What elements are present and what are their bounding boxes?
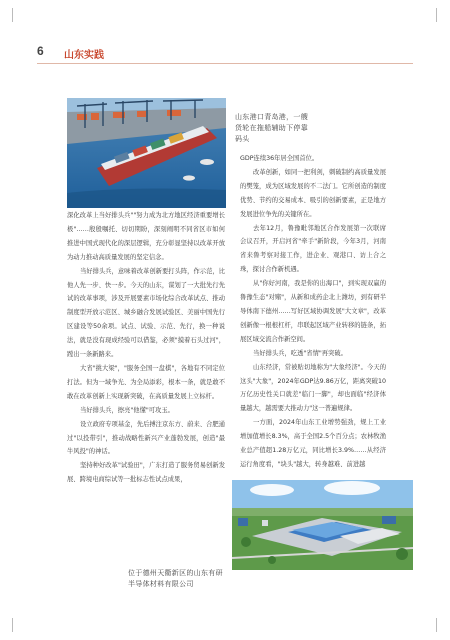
paragraph: 大省"挑大梁"，"服务全国一盘棋"，各地有不同定位打法。但为一域争光、为全局添彩，根本一条，就是敢不敢在改革创新上实现新突破，在高质量发展上立标杆。 [67, 364, 225, 400]
paragraph: 当好排头兵，吃透"省情"再突破。 [253, 349, 347, 357]
crop-mark [12, 618, 13, 632]
crop-mark [12, 8, 13, 22]
left-column [67, 209, 225, 487]
paragraph: GDP连续36年居全国首位。 [240, 155, 319, 162]
paragraph: 从"你好河南，我是你的出海口"，到实现双赢的鲁豫生态"对赌"，从新和成药企北上潍坊，到有研半导体南下德州……写好区域协调发展"大文章"，改革创新像一根根杠杆，串联起区域产业转移的链条，拓展区域交流合作新空间。 [240, 280, 386, 343]
section-title: 山东实践 [64, 50, 104, 61]
crop-mark [436, 618, 437, 632]
paragraph: 深化改革上当好排头兵""努力成为北方地区经济重要增长极"……殷殷嘱托、切切期盼，深刻阐明不同省区市如何推进中国式现代化的深层逻辑，充分彰显坚持以改革开放为动力推动高质量发展的坚定信念。 [67, 212, 225, 261]
crop-mark [436, 8, 437, 22]
factory-caption: 位于德州天衢新区的山东有研半导体材料有限公司 [128, 569, 223, 588]
header-divider [37, 63, 413, 64]
port-caption: 山东港口青岛港，一艘货轮在拖船辅助下停靠码头 [235, 113, 308, 143]
paragraph: 当好排头兵，擦亮"他懂"可攻玉。 [80, 406, 174, 414]
paragraph: 坚持种好改革"试验田"，广东打造了服务贸易创新发展、跨境电商综试等一批标志性试点成果， [67, 462, 225, 484]
paragraph: 山东经济，常被贴切地称为"大象经济"。今天的这头"大象"，2024年GDP达9.86万亿，距离突破10万亿历史性关口就差"临门一脚"，却也面临"经济体量越大，越需要大推动力"这一普遍规律。 [240, 363, 386, 413]
paragraph: 去年12月，鲁豫毗邻地区合作发展第一次联席会议召开，开启河省"牵手"新阶段，今年3月，河南省来鲁考察对接工作，进企业、观港口、访上合之珠，探讨合作新机遇。 [240, 224, 386, 274]
page-number: 6 [37, 44, 44, 58]
paragraph: 改革创新，如同一把利剑，刺破制约高质量发展的樊笼，成为区域发展的不二法门。它所创造的制度优势、节约的交易成本、吸引的创新要素，正是地方发展进位争先的关键所在。 [240, 168, 386, 218]
right-column [240, 152, 386, 472]
factory-photo [232, 480, 413, 570]
paragraph: 当好排头兵，意味着改革创新要打头阵，作示范，比他人先一步、快一步。今天的山东，谋划了一大批先行先试的改革事项，涉及开展要素市场化综合改革试点、推动制度型开放示范区、城乡融合发展试验区、美丽中国先行区建设等50余项。试点、试验、示范、先行，换一种说法，就是没有现成经验可以借鉴，必须"摸着石头过河"，蹚出一条新路来。 [67, 267, 225, 359]
paragraph: 一方面，2024年山东工业增势强劲，规上工业增加值增长8.3%，高于全国2.5个百分点；农林牧渔业总产值超1.28万亿元，同比增长3.9%……从经济运行角度看，"块头"越大，转身越难、前进越 [240, 419, 386, 468]
port-photo [67, 98, 226, 208]
paragraph: 设立政府专项基金，先后搏注京东方、蔚来、合肥通过"以投带引"，推动战略性新兴产业蓬勃发展，创造"最牛风投"的神话。 [67, 420, 225, 456]
